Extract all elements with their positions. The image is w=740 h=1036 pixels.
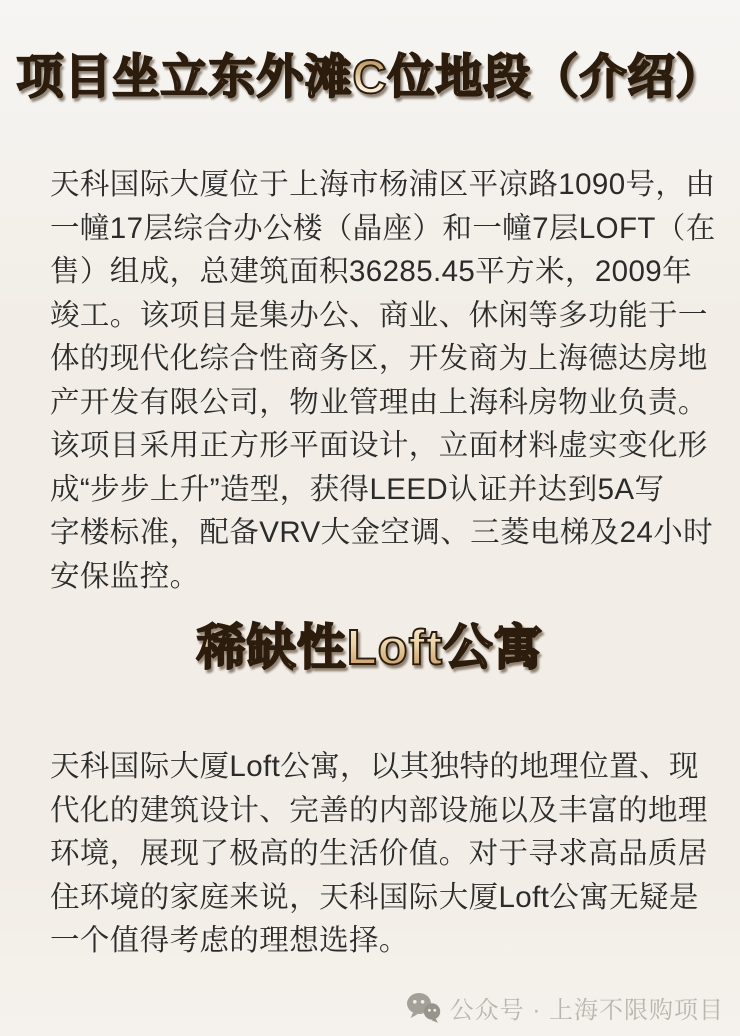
paragraph-line: 售）组成，总建筑面积36285.45平方米，2009年 <box>50 255 692 288</box>
paragraph-line: 一幢17层综合办公楼（晶座）和一幢7层LOFT（在 <box>50 211 716 245</box>
watermark-text: 公众号 · 上海不限购项目 <box>449 997 724 1024</box>
paragraph-line: 产开发有限公司，物业管理由上海科房物业负责。 <box>50 385 708 419</box>
paragraph-line: 住环境的家庭来说，天科国际大厦Loft公寓无疑是 <box>50 880 699 914</box>
paragraph-line: 该项目采用正方形平面设计，立面材料虚实变化形 <box>50 429 708 462</box>
paragraph-line: 体的现代化综合性商务区，开发商为上海德达房地 <box>50 342 708 375</box>
section-title-loft: 稀缺性Loft公寓 <box>0 618 740 678</box>
paragraph-line: 天科国际大厦位于上海市杨浦区平凉路1090号，由 <box>50 168 716 201</box>
watermark <box>405 990 724 1025</box>
loft-paragraph <box>0 745 740 963</box>
paragraph-line: 一个值得考虑的理想选择。 <box>50 924 409 957</box>
paragraph-line: 字楼标准，配备VRV大金空调、三菱电梯及24小时 <box>50 516 714 549</box>
article-page <box>0 48 740 1024</box>
paragraph-line: 竣工。该项目是集办公、商业、休闲等多功能于一 <box>50 298 708 332</box>
paragraph-line: 天科国际大厦Loft公寓，以其独特的地理位置、现 <box>50 750 699 783</box>
paragraph-line: 环境，展现了极高的生活价值。对于寻求高品质居 <box>50 837 708 870</box>
paragraph-line: 成“步步上升”造型，获得LEED认证并达到5A写 <box>50 472 665 506</box>
section-title-location: 项目坐立东外滩C位地段（介绍） <box>0 48 740 106</box>
intro-paragraph <box>0 163 740 598</box>
wechat-icon <box>405 992 443 1023</box>
paragraph-line: 安保监控。 <box>50 559 200 593</box>
paragraph-line: 代化的建筑设计、完善的内部设施以及丰富的地理 <box>50 793 708 827</box>
